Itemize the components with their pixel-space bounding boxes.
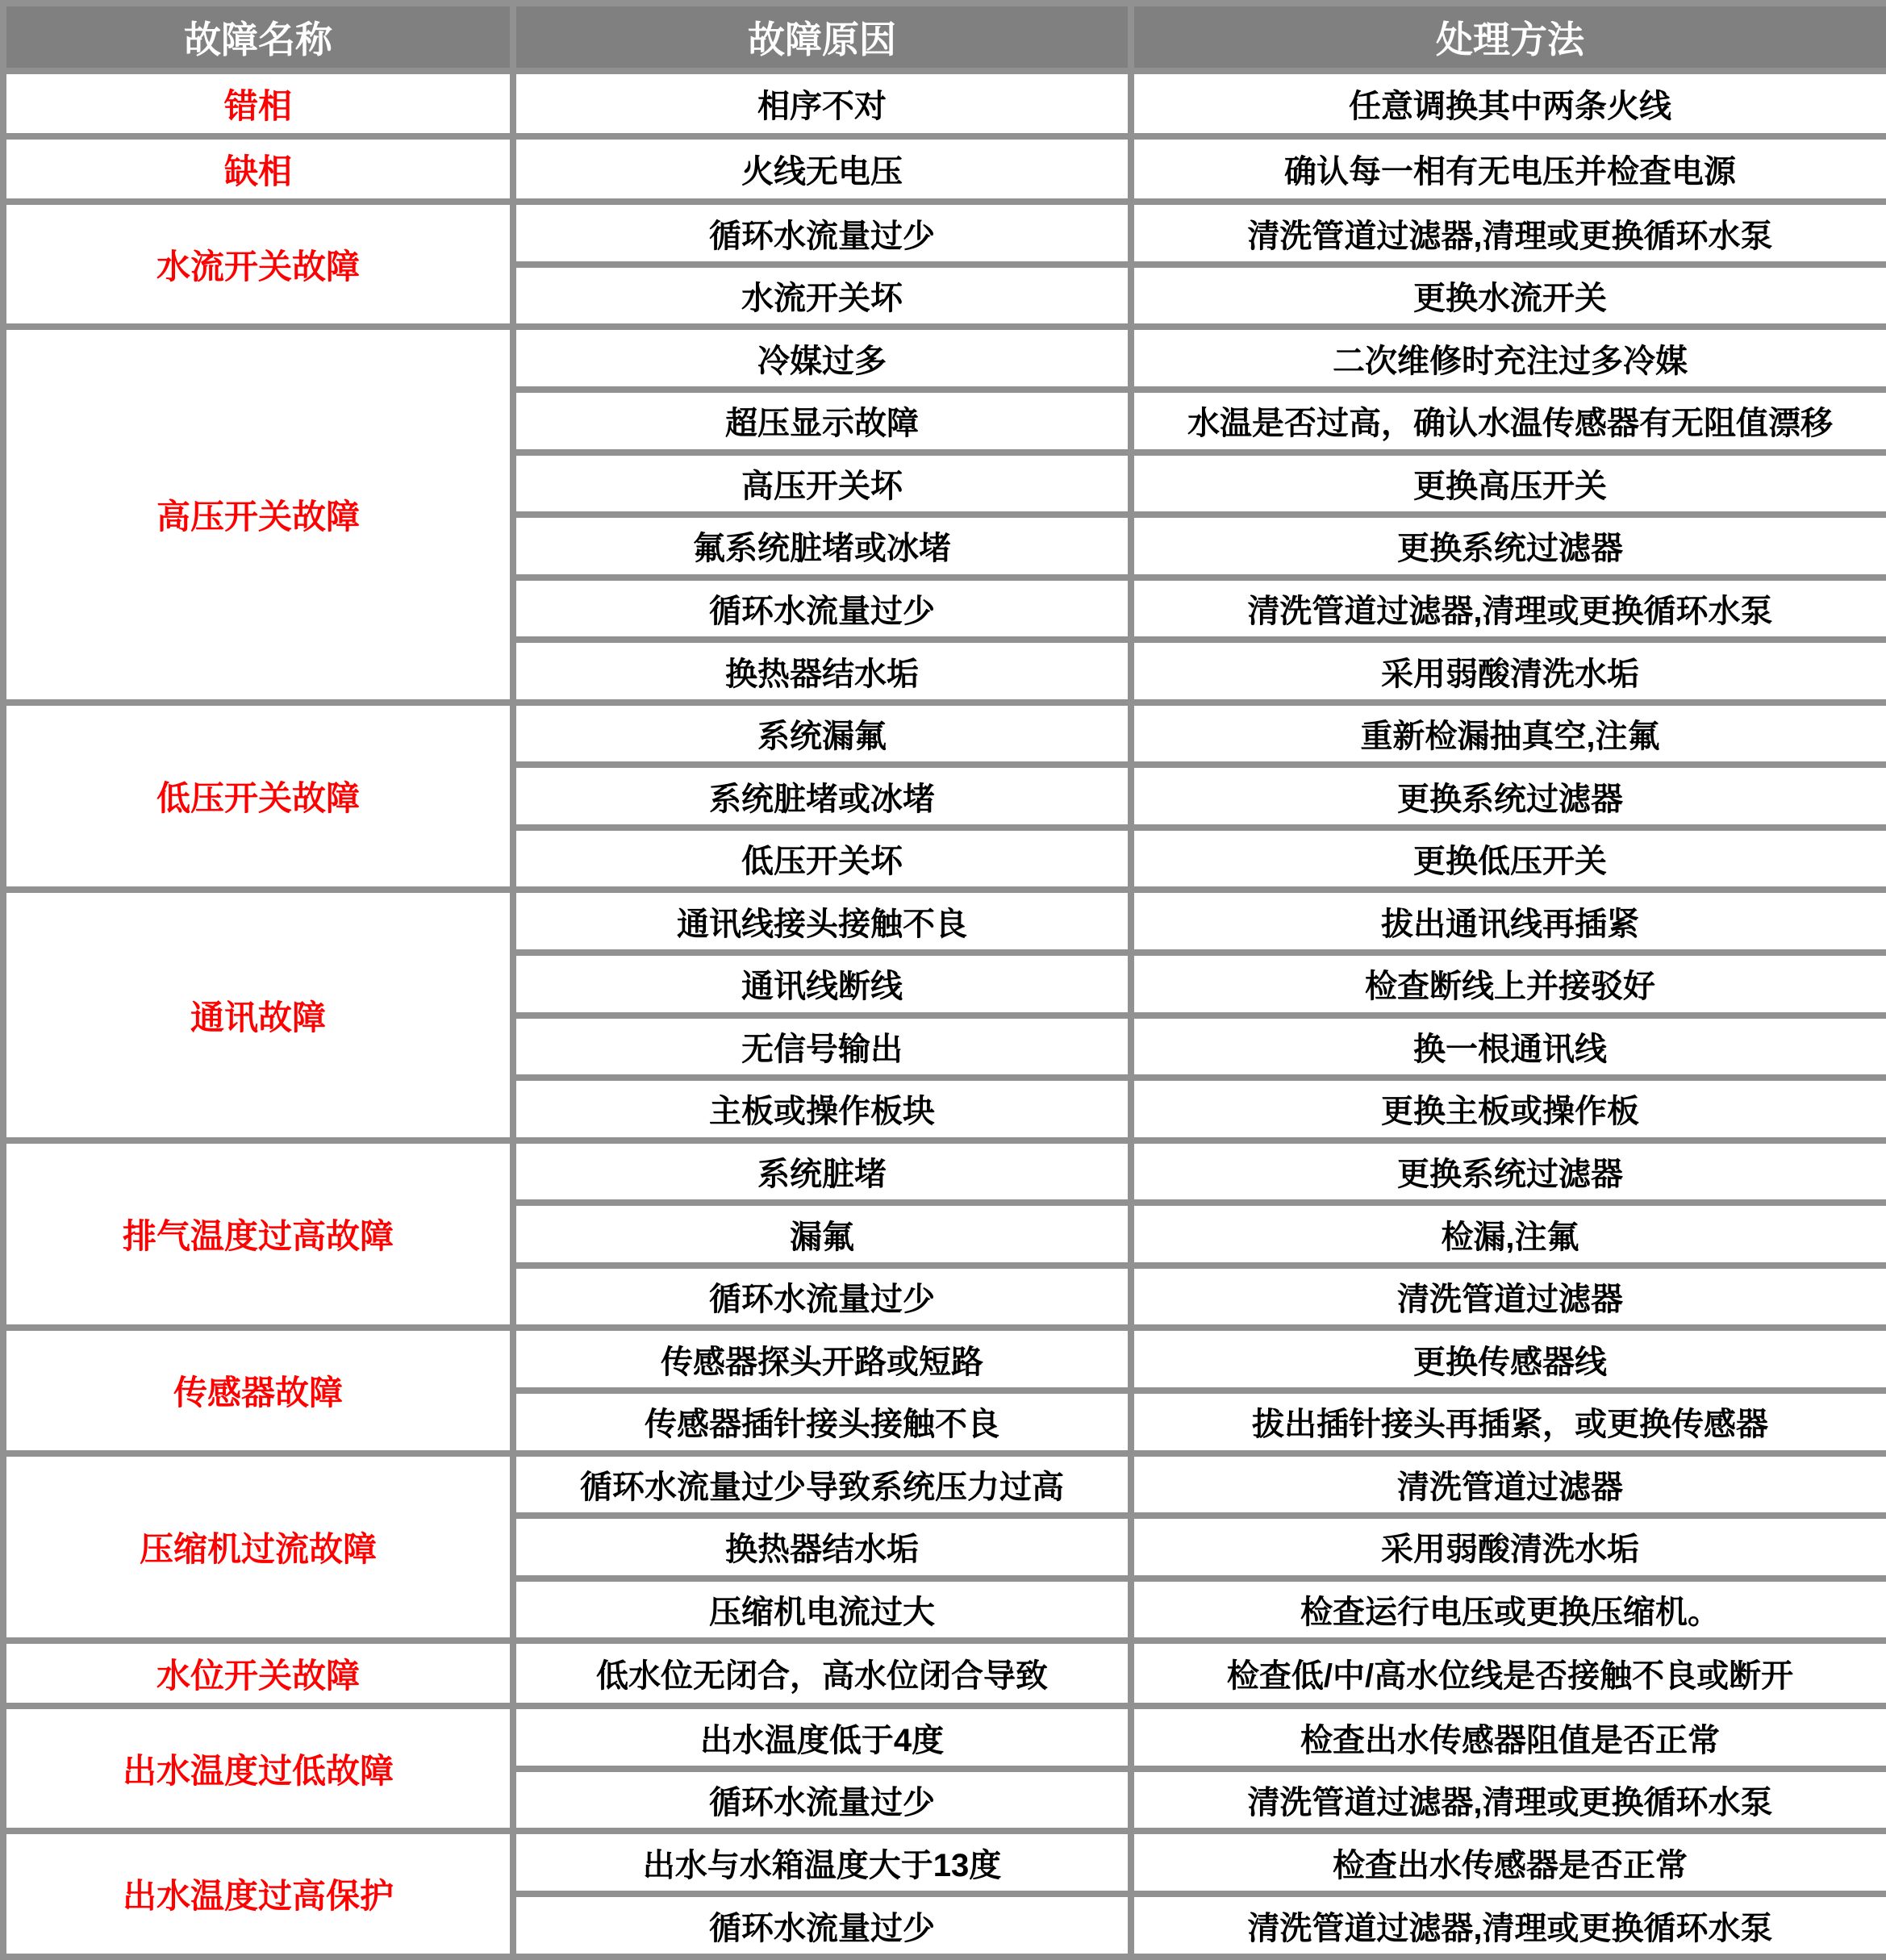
fault-name-cell: 排气温度过高故障	[3, 1141, 513, 1328]
fault-name-cell: 高压开关故障	[3, 327, 513, 702]
fault-cause-cell: 循环水流量过少导致系统压力过高	[513, 1453, 1131, 1516]
handling-method-cell: 拔出插针接头再插紧，或更换传感器	[1131, 1391, 1886, 1453]
fault-name-cell: 水位开关故障	[3, 1641, 513, 1706]
table-row	[3, 136, 1886, 202]
handling-method-cell: 任意调换其中两条火线	[1131, 71, 1886, 136]
table-row	[3, 890, 1886, 953]
handling-method-cell: 更换系统过滤器	[1131, 1141, 1886, 1203]
handling-method-cell: 二次维修时充注过多冷媒	[1131, 327, 1886, 390]
fault-cause-cell: 循环水流量过少	[513, 1769, 1131, 1832]
handling-method-cell: 检查出水传感器是否正常	[1131, 1831, 1886, 1894]
header-handling-method: 处理方法	[1131, 3, 1886, 71]
table-row	[3, 1453, 1886, 1516]
fault-cause-cell: 低水位无闭合，高水位闭合导致	[513, 1641, 1131, 1706]
fault-cause-cell: 系统脏堵或冰堵	[513, 765, 1131, 828]
fault-cause-cell: 火线无电压	[513, 136, 1131, 202]
table-row	[3, 1831, 1886, 1894]
fault-cause-cell: 系统脏堵	[513, 1141, 1131, 1203]
handling-method-cell: 采用弱酸清洗水垢	[1131, 640, 1886, 703]
fault-cause-cell: 出水温度低于4度	[513, 1706, 1131, 1769]
fault-cause-cell: 相序不对	[513, 71, 1131, 136]
handling-method-cell: 检查运行电压或更换压缩机。	[1131, 1578, 1886, 1641]
fault-cause-cell: 循环水流量过少	[513, 1266, 1131, 1328]
table-row	[3, 71, 1886, 136]
fault-cause-cell: 无信号输出	[513, 1015, 1131, 1078]
table-row	[3, 1141, 1886, 1203]
fault-name-cell: 压缩机过流故障	[3, 1453, 513, 1641]
fault-name-cell: 出水温度过高保护	[3, 1831, 513, 1957]
handling-method-cell: 清洗管道过滤器	[1131, 1266, 1886, 1328]
fault-name-cell: 传感器故障	[3, 1328, 513, 1453]
fault-name-cell: 缺相	[3, 136, 513, 202]
fault-cause-cell: 通讯线断线	[513, 953, 1131, 1015]
handling-method-cell: 更换系统过滤器	[1131, 515, 1886, 578]
handling-method-cell: 更换主板或操作板	[1131, 1078, 1886, 1141]
fault-cause-cell: 主板或操作板块	[513, 1078, 1131, 1141]
handling-method-cell: 清洗管道过滤器,清理或更换循环水泵	[1131, 578, 1886, 640]
handling-method-cell: 清洗管道过滤器,清理或更换循环水泵	[1131, 202, 1886, 265]
handling-method-cell: 清洗管道过滤器,清理或更换循环水泵	[1131, 1769, 1886, 1832]
fault-cause-cell: 系统漏氟	[513, 703, 1131, 765]
fault-cause-cell: 循环水流量过少	[513, 578, 1131, 640]
fault-cause-cell: 超压显示故障	[513, 390, 1131, 452]
table-row	[3, 202, 1886, 265]
fault-cause-cell: 高压开关坏	[513, 452, 1131, 515]
handling-method-cell: 更换低压开关	[1131, 828, 1886, 890]
handling-method-cell: 重新检漏抽真空,注氟	[1131, 703, 1886, 765]
handling-method-cell: 清洗管道过滤器,清理或更换循环水泵	[1131, 1894, 1886, 1957]
table-row	[3, 1706, 1886, 1769]
handling-method-cell: 更换传感器线	[1131, 1328, 1886, 1391]
fault-name-cell: 错相	[3, 71, 513, 136]
fault-cause-cell: 传感器插针接头接触不良	[513, 1391, 1131, 1453]
fault-cause-cell: 循环水流量过少	[513, 202, 1131, 265]
handling-method-cell: 确认每一相有无电压并检查电源	[1131, 136, 1886, 202]
fault-name-cell: 出水温度过低故障	[3, 1706, 513, 1831]
handling-method-cell: 更换系统过滤器	[1131, 765, 1886, 828]
fault-name-cell: 通讯故障	[3, 890, 513, 1140]
header-row	[3, 3, 1886, 71]
fault-cause-cell: 换热器结水垢	[513, 1516, 1131, 1578]
fault-cause-cell: 氟系统脏堵或冰堵	[513, 515, 1131, 578]
header-fault-name: 故障名称	[3, 3, 513, 71]
table-row	[3, 327, 1886, 390]
table-row	[3, 1641, 1886, 1706]
fault-cause-cell: 换热器结水垢	[513, 640, 1131, 703]
handling-method-cell: 检查出水传感器阻值是否正常	[1131, 1706, 1886, 1769]
header-fault-cause: 故障原因	[513, 3, 1131, 71]
fault-cause-cell: 压缩机电流过大	[513, 1578, 1131, 1641]
handling-method-cell: 水温是否过高，确认水温传感器有无阻值漂移	[1131, 390, 1886, 452]
fault-cause-cell: 循环水流量过少	[513, 1894, 1131, 1957]
handling-method-cell: 换一根通讯线	[1131, 1015, 1886, 1078]
fault-cause-cell: 传感器探头开路或短路	[513, 1328, 1131, 1391]
fault-cause-cell: 通讯线接头接触不良	[513, 890, 1131, 953]
fault-cause-cell: 水流开关坏	[513, 265, 1131, 327]
handling-method-cell: 清洗管道过滤器	[1131, 1453, 1886, 1516]
handling-method-cell: 拔出通讯线再插紧	[1131, 890, 1886, 953]
handling-method-cell: 检查断线上并接驳好	[1131, 953, 1886, 1015]
handling-method-cell: 更换高压开关	[1131, 452, 1886, 515]
fault-cause-cell: 冷媒过多	[513, 327, 1131, 390]
table-row	[3, 1328, 1886, 1391]
fault-name-cell: 水流开关故障	[3, 202, 513, 327]
fault-cause-cell: 漏氟	[513, 1203, 1131, 1266]
handling-method-cell: 更换水流开关	[1131, 265, 1886, 327]
table-row	[3, 703, 1886, 765]
handling-method-cell: 检漏,注氟	[1131, 1203, 1886, 1266]
handling-method-cell: 检查低/中/高水位线是否接触不良或断开	[1131, 1641, 1886, 1706]
fault-name-cell: 低压开关故障	[3, 703, 513, 890]
fault-cause-cell: 出水与水箱温度大于13度	[513, 1831, 1131, 1894]
handling-method-cell: 采用弱酸清洗水垢	[1131, 1516, 1886, 1578]
fault-cause-cell: 低压开关坏	[513, 828, 1131, 890]
